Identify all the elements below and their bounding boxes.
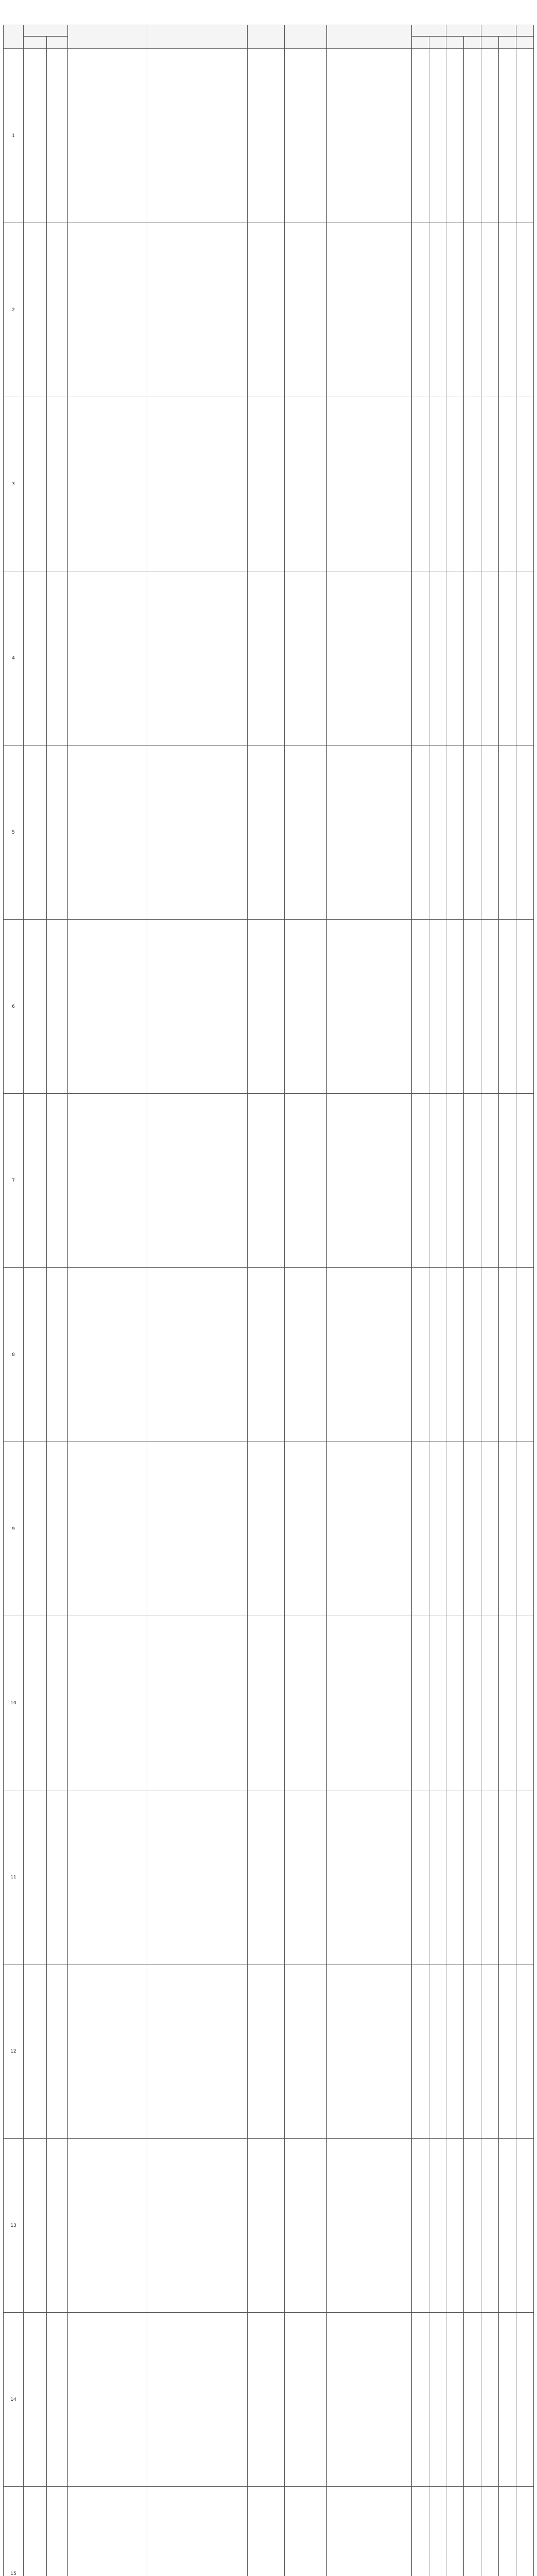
table-cell: [411, 1616, 429, 1790]
table-cell: [68, 1790, 147, 1964]
table-cell: [446, 2487, 464, 2576]
table-row: [4, 1268, 534, 1442]
table-cell: [429, 49, 446, 223]
table-cell: [429, 2487, 446, 2576]
table-cell: [499, 1616, 516, 1790]
table-cell: [464, 1094, 481, 1268]
table-cell: [429, 1094, 446, 1268]
table-cell: [285, 571, 327, 745]
table-cell: [327, 49, 411, 223]
table-cell: [147, 1094, 248, 1268]
table-cell: [47, 1442, 68, 1616]
table-cell: [147, 571, 248, 745]
table-cell: [24, 1964, 47, 2139]
table-cell: [446, 745, 464, 920]
table-row: [4, 1094, 534, 1268]
table-cell: [464, 223, 481, 397]
table-cell: [516, 2487, 533, 2576]
page-title: [3, 4, 534, 25]
table-cell: [429, 920, 446, 1094]
table-cell: [481, 1442, 499, 1616]
table-cell: [285, 1268, 327, 1442]
table-cell: [446, 2139, 464, 2313]
table-cell: [429, 571, 446, 745]
table-cell: [411, 223, 429, 397]
table-cell: [411, 1442, 429, 1616]
table-cell: [446, 1442, 464, 1616]
table-cell: [516, 1442, 533, 1616]
table-cell: [516, 1964, 533, 2139]
header-cell: [499, 37, 516, 49]
header-cell: [147, 25, 248, 49]
table-cell: [499, 223, 516, 397]
table-cell: [147, 2487, 248, 2576]
table-cell: [411, 1268, 429, 1442]
table-cell: [147, 49, 248, 223]
table-row: [4, 1790, 534, 1964]
header-cell: [327, 25, 411, 49]
table-cell: [24, 49, 47, 223]
row-number: 2: [4, 223, 24, 397]
table-cell: [47, 2487, 68, 2576]
table-cell: [516, 2313, 533, 2487]
table-cell: [68, 1442, 147, 1616]
table-cell: [464, 1616, 481, 1790]
table-cell: [68, 49, 147, 223]
row-number: 11: [4, 1790, 24, 1964]
table-row: [4, 2139, 534, 2313]
table-cell: [24, 2487, 47, 2576]
table-cell: [446, 397, 464, 571]
table-cell: [446, 1094, 464, 1268]
table-cell: [499, 2313, 516, 2487]
table-cell: [285, 49, 327, 223]
table-cell: [68, 2487, 147, 2576]
table-cell: [411, 397, 429, 571]
table-cell: [248, 1964, 285, 2139]
table-row: [4, 1442, 534, 1616]
table-cell: [327, 571, 411, 745]
table-cell: [464, 1790, 481, 1964]
table-cell: [327, 745, 411, 920]
table-cell: [481, 397, 499, 571]
table-cell: [24, 745, 47, 920]
table-cell: [24, 223, 47, 397]
header-cell: [4, 25, 24, 49]
table-cell: [68, 223, 147, 397]
table-cell: [429, 745, 446, 920]
header-cell: [248, 25, 285, 49]
table-cell: [499, 397, 516, 571]
table-cell: [147, 2313, 248, 2487]
table-row: [4, 49, 534, 223]
table-cell: [327, 397, 411, 571]
table-cell: [516, 1268, 533, 1442]
table-cell: [411, 2313, 429, 2487]
table-cell: [248, 1616, 285, 1790]
header-cell: [411, 25, 446, 37]
table-cell: [24, 1616, 47, 1790]
table-cell: [47, 745, 68, 920]
table-cell: [499, 1964, 516, 2139]
table-cell: [429, 397, 446, 571]
table-row: [4, 2313, 534, 2487]
row-number: 10: [4, 1616, 24, 1790]
table-cell: [481, 2487, 499, 2576]
header-cell: [481, 37, 499, 49]
table-cell: [147, 397, 248, 571]
table-cell: [248, 2139, 285, 2313]
table-cell: [47, 49, 68, 223]
table-cell: [499, 49, 516, 223]
table-cell: [481, 1964, 499, 2139]
table-cell: [285, 2139, 327, 2313]
table-cell: [499, 2139, 516, 2313]
header-cell: [516, 25, 533, 37]
table-cell: [285, 1964, 327, 2139]
row-number: 4: [4, 571, 24, 745]
table-cell: [516, 1616, 533, 1790]
table-cell: [285, 397, 327, 571]
table-cell: [446, 2313, 464, 2487]
table-cell: [248, 397, 285, 571]
table-cell: [446, 571, 464, 745]
table-cell: [411, 1964, 429, 2139]
table-cell: [248, 49, 285, 223]
table-cell: [47, 2139, 68, 2313]
table-cell: [147, 1616, 248, 1790]
table-cell: [327, 223, 411, 397]
table-cell: [411, 920, 429, 1094]
table-row: [4, 2487, 534, 2576]
table-cell: [248, 571, 285, 745]
table-cell: [411, 49, 429, 223]
table-cell: [446, 223, 464, 397]
table-cell: [327, 2487, 411, 2576]
table-cell: [446, 1964, 464, 2139]
table-cell: [464, 1442, 481, 1616]
table-cell: [24, 397, 47, 571]
table-cell: [516, 49, 533, 223]
table-cell: [285, 745, 327, 920]
table-cell: [464, 1268, 481, 1442]
table-cell: [411, 2139, 429, 2313]
header-cell: [68, 25, 147, 49]
table-cell: [327, 2313, 411, 2487]
table-cell: [24, 571, 47, 745]
table-cell: [147, 1268, 248, 1442]
table-cell: [285, 2487, 327, 2576]
table-cell: [516, 571, 533, 745]
table-cell: [411, 1790, 429, 1964]
table-row: [4, 920, 534, 1094]
table-cell: [481, 1790, 499, 1964]
table-cell: [248, 1094, 285, 1268]
table-cell: [464, 2139, 481, 2313]
table-header: [4, 25, 534, 49]
row-number: 7: [4, 1094, 24, 1268]
table-row: [4, 397, 534, 571]
table-cell: [285, 2313, 327, 2487]
table-cell: [464, 397, 481, 571]
table-cell: [285, 1790, 327, 1964]
table-cell: [499, 745, 516, 920]
table-cell: [248, 1790, 285, 1964]
table-cell: [285, 1442, 327, 1616]
row-number: 14: [4, 2313, 24, 2487]
table-cell: [464, 571, 481, 745]
table-cell: [47, 223, 68, 397]
table-cell: [481, 571, 499, 745]
row-number: 8: [4, 1268, 24, 1442]
table-cell: [47, 1790, 68, 1964]
table-cell: [68, 1094, 147, 1268]
header-cell: [24, 25, 68, 37]
table-row: [4, 745, 534, 920]
table-cell: [327, 920, 411, 1094]
table-cell: [147, 2139, 248, 2313]
table-cell: [24, 1094, 47, 1268]
table-cell: [481, 1616, 499, 1790]
table-cell: [248, 2487, 285, 2576]
table-cell: [499, 571, 516, 745]
table-cell: [481, 1094, 499, 1268]
table-cell: [464, 2313, 481, 2487]
table-cell: [147, 1964, 248, 2139]
table-body: [4, 49, 534, 2576]
table-cell: [24, 1790, 47, 1964]
table-cell: [285, 1094, 327, 1268]
table-cell: [327, 1268, 411, 1442]
row-number: 9: [4, 1442, 24, 1616]
table-cell: [516, 397, 533, 571]
table-cell: [147, 920, 248, 1094]
table-cell: [429, 1442, 446, 1616]
table-cell: [446, 1616, 464, 1790]
table-cell: [411, 745, 429, 920]
table-cell: [47, 571, 68, 745]
table-cell: [446, 1268, 464, 1442]
table-cell: [24, 2139, 47, 2313]
table-cell: [499, 1442, 516, 1616]
table-cell: [411, 2487, 429, 2576]
table-cell: [248, 223, 285, 397]
header-cell: [446, 25, 481, 37]
table-cell: [248, 1268, 285, 1442]
table-cell: [68, 2313, 147, 2487]
header-cell: [429, 37, 446, 49]
table-cell: [147, 223, 248, 397]
table-cell: [429, 2139, 446, 2313]
row-number: 3: [4, 397, 24, 571]
table-cell: [248, 1442, 285, 1616]
table-cell: [499, 2487, 516, 2576]
table-cell: [499, 1268, 516, 1442]
table-cell: [429, 1790, 446, 1964]
table-cell: [47, 1268, 68, 1442]
table-cell: [248, 745, 285, 920]
header-cell: [516, 37, 533, 49]
table-cell: [411, 571, 429, 745]
table-cell: [429, 1964, 446, 2139]
table-row: [4, 1964, 534, 2139]
table-cell: [47, 2313, 68, 2487]
table-cell: [285, 920, 327, 1094]
table-cell: [68, 745, 147, 920]
row-number: 5: [4, 745, 24, 920]
table-cell: [516, 1790, 533, 1964]
table-cell: [68, 2139, 147, 2313]
table-cell: [481, 745, 499, 920]
table-cell: [68, 397, 147, 571]
row-number: 12: [4, 1964, 24, 2139]
table-cell: [516, 223, 533, 397]
header-cell: [446, 37, 464, 49]
header-cell: [411, 37, 429, 49]
header-cell: [24, 37, 47, 49]
table-cell: [24, 920, 47, 1094]
table-cell: [327, 1964, 411, 2139]
table-cell: [68, 1616, 147, 1790]
table-cell: [68, 1964, 147, 2139]
table-cell: [47, 920, 68, 1094]
table-cell: [327, 1442, 411, 1616]
row-number: 15: [4, 2487, 24, 2576]
table-cell: [285, 223, 327, 397]
table-cell: [411, 1094, 429, 1268]
table-cell: [516, 1094, 533, 1268]
table-cell: [516, 920, 533, 1094]
table-cell: [429, 223, 446, 397]
table-cell: [47, 1964, 68, 2139]
table-cell: [47, 1094, 68, 1268]
table-cell: [464, 2487, 481, 2576]
table-cell: [499, 1790, 516, 1964]
table-cell: [147, 1442, 248, 1616]
row-number: 1: [4, 49, 24, 223]
table-cell: [327, 1616, 411, 1790]
table-cell: [24, 2313, 47, 2487]
table-cell: [327, 2139, 411, 2313]
row-number: 6: [4, 920, 24, 1094]
table-cell: [464, 745, 481, 920]
catalog-table: [3, 25, 534, 2576]
table-cell: [24, 1268, 47, 1442]
table-cell: [481, 1268, 499, 1442]
table-cell: [499, 1094, 516, 1268]
table-cell: [47, 1616, 68, 1790]
table-cell: [327, 1094, 411, 1268]
table-cell: [24, 1442, 47, 1616]
table-cell: [68, 1268, 147, 1442]
table-cell: [429, 2313, 446, 2487]
table-cell: [285, 1616, 327, 1790]
header-cell: [285, 25, 327, 49]
table-cell: [429, 1268, 446, 1442]
table-cell: [446, 1790, 464, 1964]
table-cell: [327, 1790, 411, 1964]
table-cell: [446, 920, 464, 1094]
header-cell: [464, 37, 481, 49]
table-cell: [481, 2313, 499, 2487]
table-cell: [147, 1790, 248, 1964]
table-cell: [47, 397, 68, 571]
table-cell: [429, 1616, 446, 1790]
row-number: 13: [4, 2139, 24, 2313]
table-cell: [68, 920, 147, 1094]
table-cell: [516, 745, 533, 920]
table-cell: [481, 2139, 499, 2313]
table-cell: [248, 920, 285, 1094]
table-cell: [481, 49, 499, 223]
table-row: [4, 223, 534, 397]
table-row: [4, 571, 534, 745]
table-cell: [68, 571, 147, 745]
table-cell: [516, 2139, 533, 2313]
table-cell: [481, 223, 499, 397]
table-cell: [481, 920, 499, 1094]
table-cell: [499, 920, 516, 1094]
table-cell: [248, 2313, 285, 2487]
table-cell: [464, 1964, 481, 2139]
header-cell: [47, 37, 68, 49]
table-cell: [147, 745, 248, 920]
table-cell: [464, 920, 481, 1094]
table-row: [4, 1616, 534, 1790]
table-cell: [464, 49, 481, 223]
header-cell: [481, 25, 516, 37]
table-cell: [446, 49, 464, 223]
